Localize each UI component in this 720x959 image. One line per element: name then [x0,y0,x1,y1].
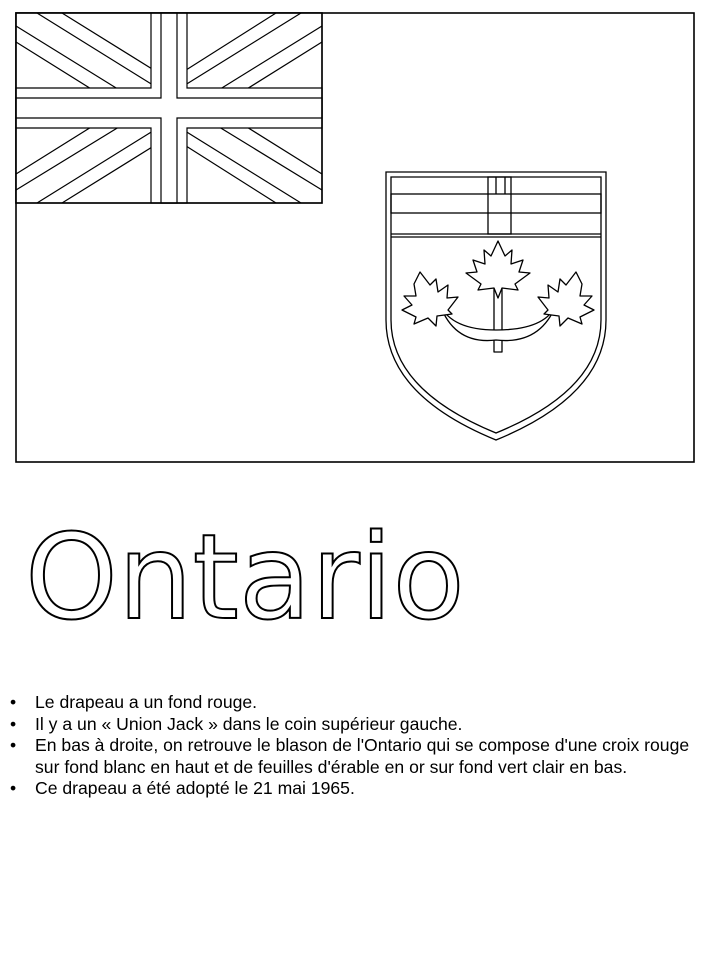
list-item-text: Ce drapeau a été adopté le 21 mai 1965. [35,778,355,798]
bullet-icon: • [10,735,17,755]
list-item [10,778,715,800]
ontario-flag [0,0,720,470]
bullet-icon: • [10,692,17,712]
list-item-text: En bas à droite, on retrouve le blason de l'Ontario qui se compose d'une croix rouge sur fond blanc en haut et de feuilles d'érable en or sur fond vert clair en bas. [35,735,690,777]
fact-list [10,692,715,800]
union-jack-icon [16,13,322,203]
title-outline [0,515,720,630]
list-item-text: Il y a un « Union Jack » dans le coin supérieur gauche. [35,713,463,734]
list-item [10,692,715,714]
bullet-icon: • [10,713,17,734]
list-item [10,735,715,778]
list-item-text: Le drapeau a un fond rouge. [35,692,258,712]
page-title: Ontario [25,515,465,630]
bullet-icon: • [10,778,17,798]
list-item [10,714,715,736]
